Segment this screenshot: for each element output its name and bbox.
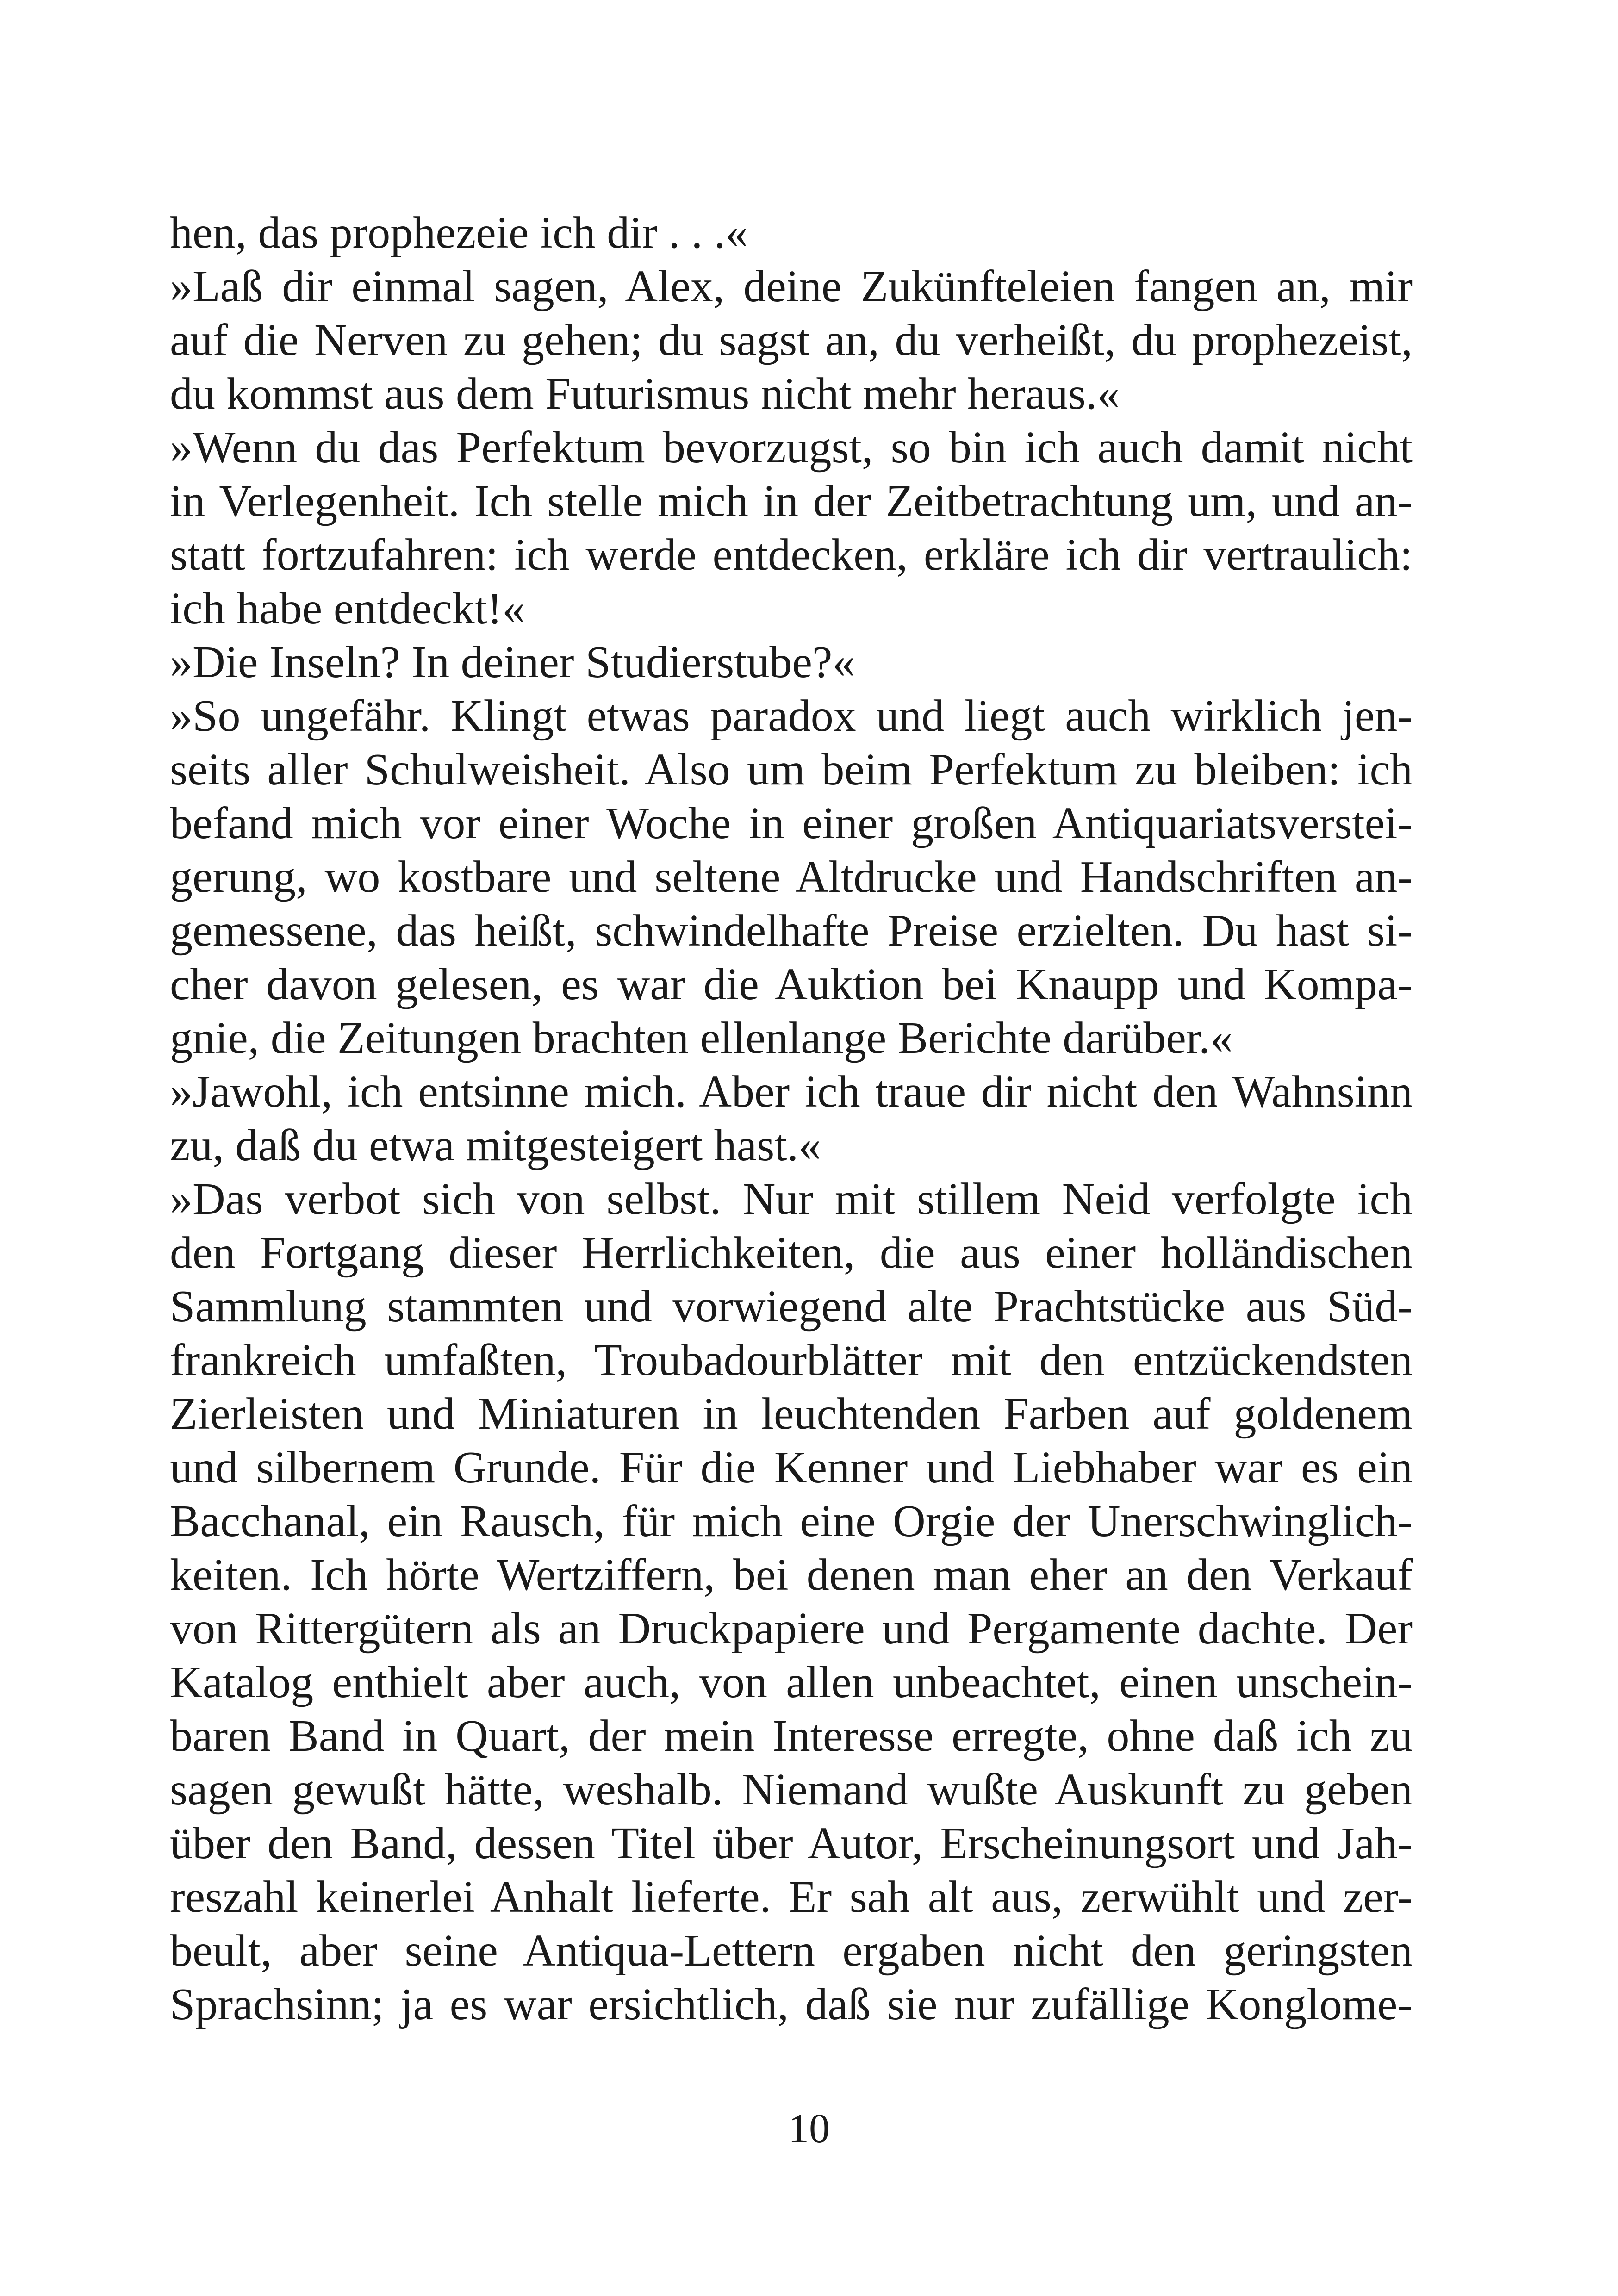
text-line: den Fortgang dieser Herrlichkeiten, die aus einer holländischen [170,1228,1413,1278]
text-line: gerung, wo kostbare und seltene Altdrucke und Handschriften an- [170,852,1413,902]
text-line: Sprachsinn; ja es war ersichtlich, daß sie nur zufällige Konglome- [170,1979,1413,2029]
text-line: »So ungefähr. Klingt etwas paradox und liegt auch wirklich jen- [170,691,1413,741]
text-line: Katalog enthielt aber auch, von allen unbeachtet, einen unschein- [170,1657,1413,1707]
text-line: cher davon gelesen, es war die Auktion bei Knaupp und Kompa- [170,959,1413,1009]
text-line: befand mich vor einer Woche in einer großen Antiquariatsverstei- [170,798,1413,848]
text-line: von Rittergütern als an Druckpapiere und Pergamente dachte. Der [170,1604,1413,1654]
text-line: du kommst aus dem Futurismus nicht mehr heraus.« [170,369,1120,419]
text-line: seits aller Schulweisheit. Also um beim Perfektum zu bleiben: ich [170,745,1413,795]
text-line: in Verlegenheit. Ich stelle mich in der Zeitbetrachtung um, und an- [170,476,1413,526]
text-line: beult, aber seine Antiqua-Lettern ergaben nicht den geringsten [170,1926,1413,1976]
text-line: zu, daß du etwa mitgesteigert hast.« [170,1120,821,1170]
text-line: reszahl keinerlei Anhalt lieferte. Er sah alt aus, zerwühlt und zer- [170,1872,1413,1922]
text-line: auf die Nerven zu gehen; du sagst an, du verheißt, du prophezeist, [170,315,1413,365]
text-line: statt fortzufahren: ich werde entdecken, erkläre ich dir vertraulich: [170,530,1413,580]
page-number: 10 [788,2106,830,2152]
text-line: »Wenn du das Perfektum bevorzugst, so bin ich auch damit nicht [170,423,1413,473]
text-line: Bacchanal, ein Rausch, für mich eine Orgie der Unerschwinglich- [170,1496,1413,1546]
body-text [170,206,1413,2031]
text-line: Zierleisten und Miniaturen in leuchtenden Farben auf goldenem [170,1389,1413,1439]
text-line: und silbernem Grunde. Für die Kenner und Liebhaber war es ein [170,1443,1413,1493]
text-line: Sammlung stammten und vorwiegend alte Prachtstücke aus Süd- [170,1282,1413,1332]
text-line: »Jawohl, ich entsinne mich. Aber ich traue dir nicht den Wahnsinn [170,1067,1413,1117]
text-line: ich habe entdeckt!« [170,584,525,634]
text-line: keiten. Ich hörte Wertziffern, bei denen man eher an den Verkauf [170,1550,1413,1600]
text-line: »Die Inseln? In deiner Studierstube?« [170,637,855,687]
text-line: frankreich umfaßten, Troubadourblätter mit den entzückendsten [170,1335,1413,1385]
text-line: »Das verbot sich von selbst. Nur mit stillem Neid verfolgte ich [170,1174,1413,1224]
text-line: gemessene, das heißt, schwindelhafte Preise erzielten. Du hast si- [170,906,1413,956]
text-line: sagen gewußt hätte, weshalb. Niemand wußte Auskunft zu geben [170,1765,1413,1815]
text-line: über den Band, dessen Titel über Autor, Erscheinungsort und Jah- [170,1818,1413,1868]
text-line: hen, das prophezeie ich dir . . .« [170,208,748,258]
text-line: »Laß dir einmal sagen, Alex, deine Zukünfteleien fangen an, mir [170,261,1413,311]
text-line: baren Band in Quart, der mein Interesse erregte, ohne daß ich zu [170,1711,1413,1761]
text-line: gnie, die Zeitungen brachten ellenlange Berichte darüber.« [170,1013,1233,1063]
